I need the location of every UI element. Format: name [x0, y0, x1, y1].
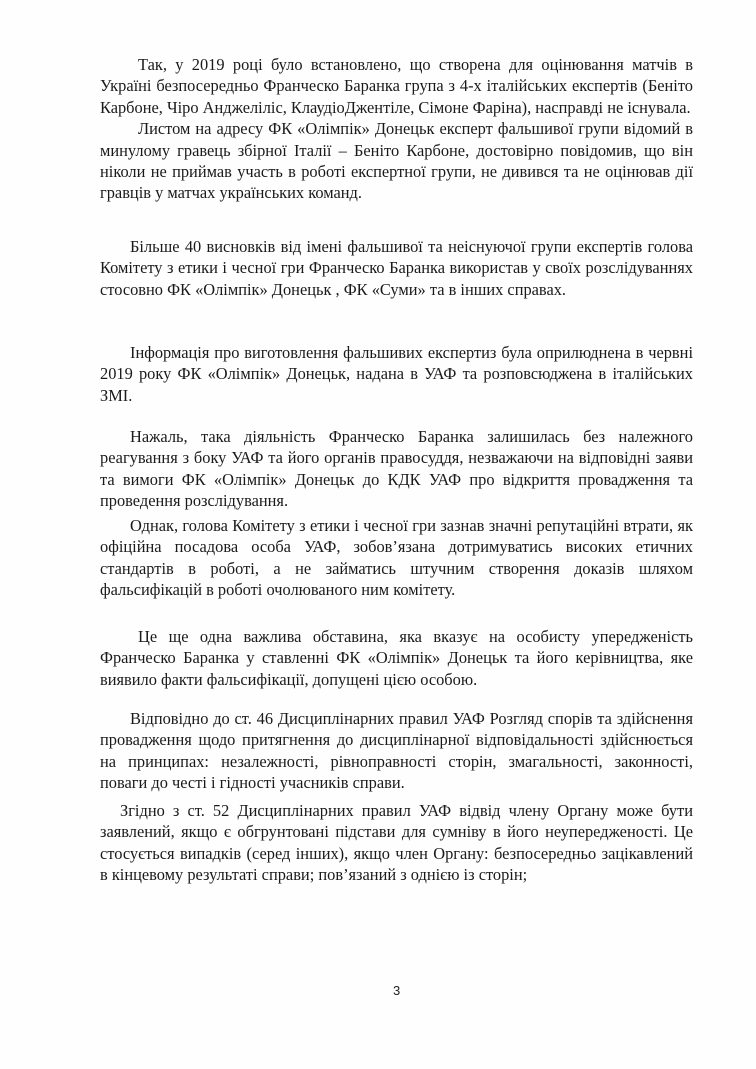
paragraph: Листом на адресу ФК «Олімпік» Донецьк експерт фальшивої групи відомий в минулому гравець збірної Італії – Беніто Карбоне, достовірно повідомив, що він ніколи не приймав участь в роботі експертної групи, не дивився та не оцінював дії гравців у матчах українських команд.	[100, 119, 693, 203]
paragraph-article-52	[100, 800, 693, 886]
paragraph: Однак, голова Комітету з етики і чесної гри зазнав значні репутаційні втрати, як офіційна посадова особа УАФ, зобов’язана дотримуватись високих етичних стандартів в роботі, а не займатись штучним створення доказів шляхом фальсифікацій в роботі очолюваного ним комітету.	[100, 516, 693, 600]
paragraph-information-published	[100, 342, 693, 406]
paragraph: Так, у 2019 році було встановлено, що створена для оцінювання матчів в Україні безпосередньо Франческо Баранка група з 4-х італійських експертів (Беніто Карбоне, Чіро Анджеліліс, КлаудіоДжентіле, Сімоне Фаріна), насправді не існувала.	[100, 55, 693, 117]
paragraph: Згідно з ст. 52 Дисциплінарних правил УАФ відвід члену Органу може бути заявлений, якщо є обгрунтовані підстави для сумніву в його неупередженості. Це стосується випадків (серед інших), якщо член Органу: безпосередньо зацікавлений в кінцевому результаті справи; пов’язаний з однією із сторін;	[100, 801, 693, 885]
paragraph-article-46	[100, 708, 693, 794]
paragraph-bias	[100, 626, 693, 690]
paragraph-reputation-losses	[100, 515, 693, 601]
paragraph: Це ще одна важлива обставина, яка вказує на особисту упередженість Франческо Баранка у ставленні ФК «Олімпік» Донецьк та його керівництва, яке виявило факти фальсифікації, допущені цією особою.	[100, 627, 693, 689]
paragraph-no-reaction	[100, 426, 693, 512]
paragraph-40-conclusions	[100, 236, 693, 300]
paragraph-group-experts-nonexistent	[100, 54, 693, 204]
page-number: 3	[393, 983, 401, 998]
paragraph: Відповідно до ст. 46 Дисциплінарних правил УАФ Розгляд спорів та здійснення провадження щодо притягнення до дисциплінарної відповідальності здійснюється на принципах: незалежності, рівноправності сторін, змагальності, законності, поваги до честі і гідності учасників справи.	[100, 709, 693, 793]
paragraph: Більше 40 висновків від імені фальшивої та неіснуючої групи експертів голова Комітету з етики і чесної гри Франческо Баранка використав у своїх розслідуваннях стосовно ФК «Олімпік» Донецьк , ФК «Суми» та в інших справах.	[100, 237, 693, 299]
paragraph: Нажаль, така діяльність Франческо Баранка залишилась без належного реагування з боку УАФ та його органів правосуддя, незважаючи на відповідні заяви та вимоги ФК «Олімпік» Донецьк до КДК УАФ про відкриття провадження та проведення розслідування.	[100, 427, 693, 511]
paragraph: Інформація про виготовлення фальшивих експертиз була оприлюднена в червні 2019 року ФК «Олімпік» Донецьк, надана в УАФ та розповсюджена в італійських ЗМІ.	[100, 343, 693, 405]
